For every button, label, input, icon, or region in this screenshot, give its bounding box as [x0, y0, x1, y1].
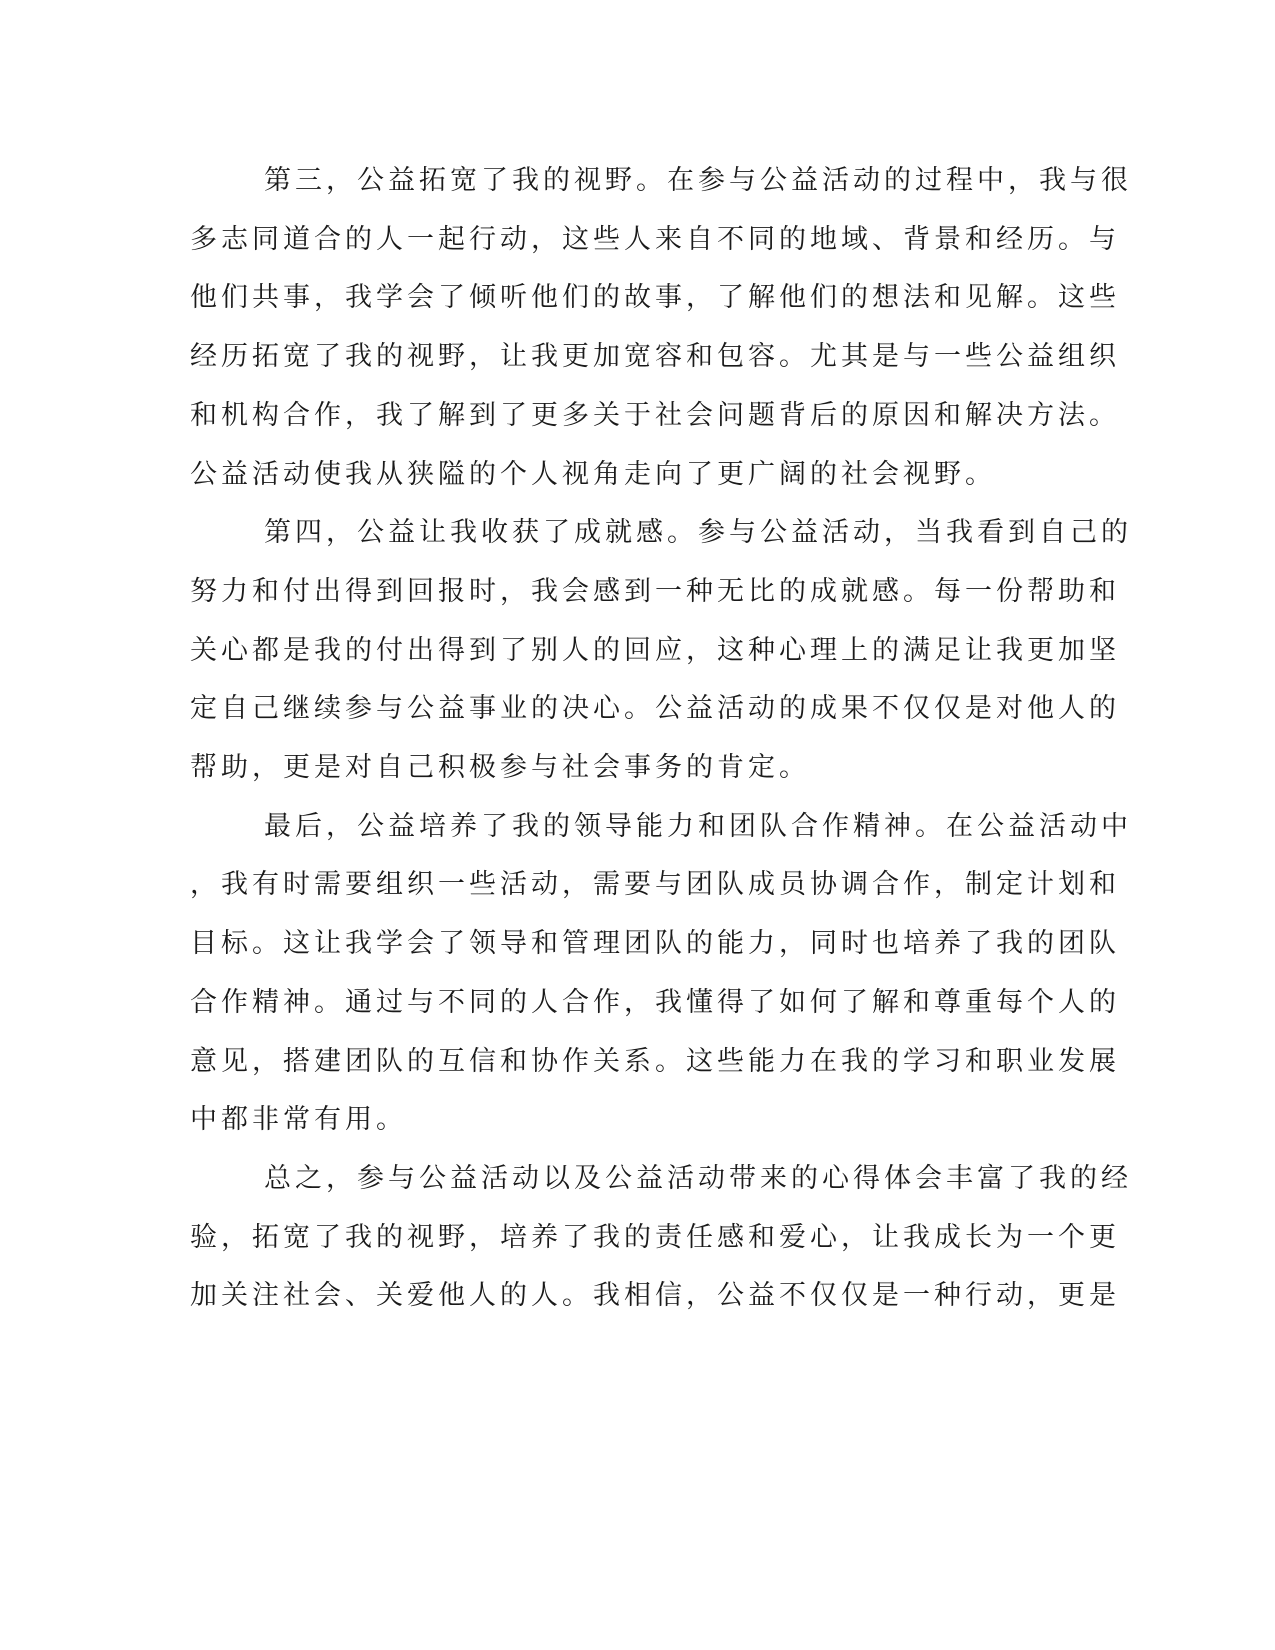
- text-line: 意见，搭建团队的互信和协作关系。这些能力在我的学习和职业发展: [190, 1045, 1120, 1077]
- text-line: 经历拓宽了我的视野，让我更加宽容和包容。尤其是与一些公益组织: [190, 341, 1120, 373]
- text-line: 加关注社会、关爱他人的人。我相信，公益不仅仅是一种行动，更是: [190, 1280, 1120, 1312]
- text-line: 第四，公益让我收获了成就感。参与公益活动，当我看到自己的: [264, 517, 1132, 549]
- text-line: 帮助，更是对自己积极参与社会事务的肯定。: [190, 752, 810, 783]
- text-line: 定自己继续参与公益事业的决心。公益活动的成果不仅仅是对他人的: [190, 693, 1120, 725]
- text-line: 验，拓宽了我的视野，培养了我的责任感和爱心，让我成长为一个更: [190, 1221, 1120, 1253]
- text-line: 多志同道合的人一起行动，这些人来自不同的地域、背景和经历。与: [190, 223, 1120, 255]
- text-line: 合作精神。通过与不同的人合作，我懂得了如何了解和尊重每个人的: [190, 986, 1120, 1018]
- text-line: 他们共事，我学会了倾听他们的故事，了解他们的想法和见解。这些: [190, 282, 1120, 314]
- text-line: 中都非常有用。: [190, 1104, 407, 1136]
- text-line: 目标。这让我学会了领导和管理团队的能力，同时也培养了我的团队: [190, 928, 1120, 960]
- text-line: 和机构合作，我了解到了更多关于社会问题背后的原因和解决方法。: [190, 399, 1120, 431]
- text-line: 第三，公益拓宽了我的视野。在参与公益活动的过程中，我与很: [264, 165, 1132, 196]
- text-line: 努力和付出得到回报时，我会感到一种无比的成就感。每一份帮助和: [190, 575, 1120, 607]
- text-line: 最后，公益培养了我的领导能力和团队合作精神。在公益活动中: [264, 810, 1132, 842]
- text-line: 总之，参与公益活动以及公益活动带来的心得体会丰富了我的经: [264, 1162, 1132, 1194]
- text-line: 公益活动使我从狭隘的个人视角走向了更广阔的社会视野。: [190, 458, 996, 490]
- text-line: 关心都是我的付出得到了别人的回应，这种心理上的满足让我更加坚: [190, 634, 1120, 666]
- text-line: ，我有时需要组织一些活动，需要与团队成员协调合作，制定计划和: [190, 869, 1120, 901]
